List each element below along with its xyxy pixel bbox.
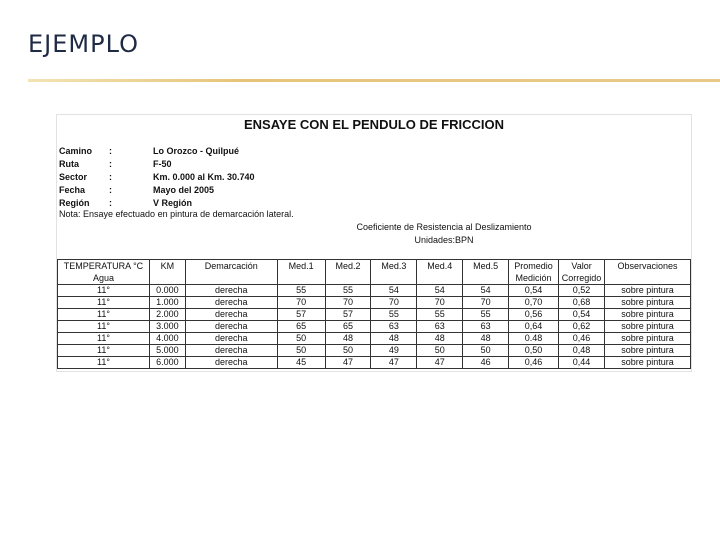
table-cell: 55 <box>417 309 463 321</box>
table-cell: sobre pintura <box>605 345 691 357</box>
document-title: ENSAYE CON EL PENDULO DE FRICCION <box>243 117 505 132</box>
table-cell: 50 <box>463 345 509 357</box>
table-cell: 48 <box>463 333 509 345</box>
table-cell: 63 <box>417 321 463 333</box>
table-cell: 48 <box>417 333 463 345</box>
coefficient-caption: Coeficiente de Resistencia al Deslizamiento <box>356 222 532 232</box>
table-row <box>58 357 691 369</box>
info-colon: : <box>109 146 112 156</box>
table-cell: 47 <box>371 357 417 369</box>
info-label: Ruta <box>59 159 79 169</box>
slide-title: EJEMPLO <box>28 30 139 58</box>
table-cell: 55 <box>277 285 325 297</box>
table-cell: 47 <box>417 357 463 369</box>
info-label: Región <box>59 198 90 208</box>
table-cell: 48 <box>371 333 417 345</box>
units-caption: Unidades:BPN <box>414 235 474 245</box>
info-colon: : <box>109 185 112 195</box>
table-cell: 48 <box>325 333 371 345</box>
table-cell: sobre pintura <box>605 297 691 309</box>
table-cell: derecha <box>185 309 277 321</box>
table-header-row <box>58 260 691 273</box>
column-header: Promedio <box>509 260 559 273</box>
info-colon: : <box>109 198 112 208</box>
table-cell: 57 <box>325 309 371 321</box>
table-cell: 0,68 <box>559 297 605 309</box>
table-row <box>58 297 691 309</box>
table-cell: 55 <box>463 309 509 321</box>
column-header: Demarcación <box>185 260 277 273</box>
table-cell: sobre pintura <box>605 309 691 321</box>
info-label: Sector <box>59 172 88 182</box>
column-subheader <box>605 272 691 285</box>
info-row-sector <box>59 171 255 184</box>
table-cell: 0,46 <box>559 333 605 345</box>
table-cell: 11° <box>58 285 150 297</box>
table-cell: 0,70 <box>509 297 559 309</box>
column-header: Med.3 <box>371 260 417 273</box>
table-cell: 0,46 <box>509 357 559 369</box>
table-cell: 0,52 <box>559 285 605 297</box>
table-cell: 11° <box>58 297 150 309</box>
table-cell: sobre pintura <box>605 285 691 297</box>
table-cell: 3.000 <box>149 321 185 333</box>
table-body <box>58 285 691 369</box>
column-header: Valor <box>559 260 605 273</box>
table-cell: 55 <box>325 285 371 297</box>
table-cell: 54 <box>417 285 463 297</box>
info-value: F-50 <box>153 159 172 169</box>
table-row <box>58 321 691 333</box>
column-header: Observaciones <box>605 260 691 273</box>
table-cell: 65 <box>277 321 325 333</box>
column-header: Med.1 <box>277 260 325 273</box>
table-cell: 5.000 <box>149 345 185 357</box>
column-subheader <box>325 272 371 285</box>
table-cell: 0,50 <box>509 345 559 357</box>
table-cell: derecha <box>185 297 277 309</box>
table-cell: derecha <box>185 333 277 345</box>
info-row-camino <box>59 145 239 158</box>
info-label: Camino <box>59 146 93 156</box>
table-cell: 0.000 <box>149 285 185 297</box>
table-cell: 45 <box>277 357 325 369</box>
info-value: Lo Orozco - Quilpué <box>153 146 239 156</box>
table-cell: 11° <box>58 345 150 357</box>
table-cell: 0,54 <box>559 309 605 321</box>
table-cell: derecha <box>185 285 277 297</box>
info-colon: : <box>109 159 112 169</box>
table-cell: sobre pintura <box>605 321 691 333</box>
table-cell: 0.48 <box>509 333 559 345</box>
column-header: TEMPERATURA °C <box>58 260 150 273</box>
table-cell: 0,62 <box>559 321 605 333</box>
friction-results-table <box>57 259 691 369</box>
table-row <box>58 309 691 321</box>
table-cell: 2.000 <box>149 309 185 321</box>
table-cell: 47 <box>325 357 371 369</box>
table-cell: 0,44 <box>559 357 605 369</box>
column-subheader <box>371 272 417 285</box>
table-cell: 49 <box>371 345 417 357</box>
column-subheader <box>277 272 325 285</box>
table-cell: 63 <box>371 321 417 333</box>
table-cell: 50 <box>277 333 325 345</box>
column-subheader <box>185 272 277 285</box>
table-cell: 0,54 <box>509 285 559 297</box>
info-row-fecha <box>59 184 214 197</box>
table-row <box>58 285 691 297</box>
info-value: V Región <box>153 198 193 208</box>
table-cell: 50 <box>417 345 463 357</box>
info-value: Mayo del 2005 <box>153 185 215 195</box>
table-cell: 46 <box>463 357 509 369</box>
table-cell: 0,48 <box>559 345 605 357</box>
info-row-ruta <box>59 158 172 171</box>
table-cell: 57 <box>277 309 325 321</box>
table-cell: 6.000 <box>149 357 185 369</box>
table-cell: derecha <box>185 357 277 369</box>
table-cell: 70 <box>277 297 325 309</box>
column-subheader <box>149 272 185 285</box>
table-cell: 65 <box>325 321 371 333</box>
table-cell: 54 <box>371 285 417 297</box>
table-cell: 50 <box>325 345 371 357</box>
table-cell: derecha <box>185 321 277 333</box>
column-subheader <box>417 272 463 285</box>
column-header: Med.5 <box>463 260 509 273</box>
table-cell: 54 <box>463 285 509 297</box>
column-header: KM <box>149 260 185 273</box>
table-cell: 11° <box>58 357 150 369</box>
table-cell: 11° <box>58 321 150 333</box>
table-cell: 70 <box>325 297 371 309</box>
column-subheader <box>463 272 509 285</box>
table-cell: 0,64 <box>509 321 559 333</box>
table-cell: derecha <box>185 345 277 357</box>
table-cell: 70 <box>417 297 463 309</box>
info-colon: : <box>109 172 112 182</box>
column-subheader: Medición <box>509 272 559 285</box>
table-cell: 0,56 <box>509 309 559 321</box>
table-cell: 70 <box>463 297 509 309</box>
table-cell: sobre pintura <box>605 357 691 369</box>
document-image <box>56 114 692 372</box>
column-subheader: Agua <box>58 272 150 285</box>
document-note: Nota: Ensaye efectuado en pintura de demarcación lateral. <box>59 209 294 219</box>
table-cell: 50 <box>277 345 325 357</box>
table-row <box>58 333 691 345</box>
column-header: Med.4 <box>417 260 463 273</box>
table-cell: 4.000 <box>149 333 185 345</box>
column-subheader: Corregido <box>559 272 605 285</box>
info-label: Fecha <box>59 185 86 195</box>
table-row <box>58 345 691 357</box>
table-cell: sobre pintura <box>605 333 691 345</box>
table-cell: 70 <box>371 297 417 309</box>
table-cell: 11° <box>58 333 150 345</box>
table-cell: 63 <box>463 321 509 333</box>
info-value: Km. 0.000 al Km. 30.740 <box>153 172 255 182</box>
title-divider <box>28 79 720 82</box>
table-cell: 1.000 <box>149 297 185 309</box>
table-cell: 11° <box>58 309 150 321</box>
table-cell: 55 <box>371 309 417 321</box>
column-header: Med.2 <box>325 260 371 273</box>
table-subheader-row <box>58 272 691 285</box>
